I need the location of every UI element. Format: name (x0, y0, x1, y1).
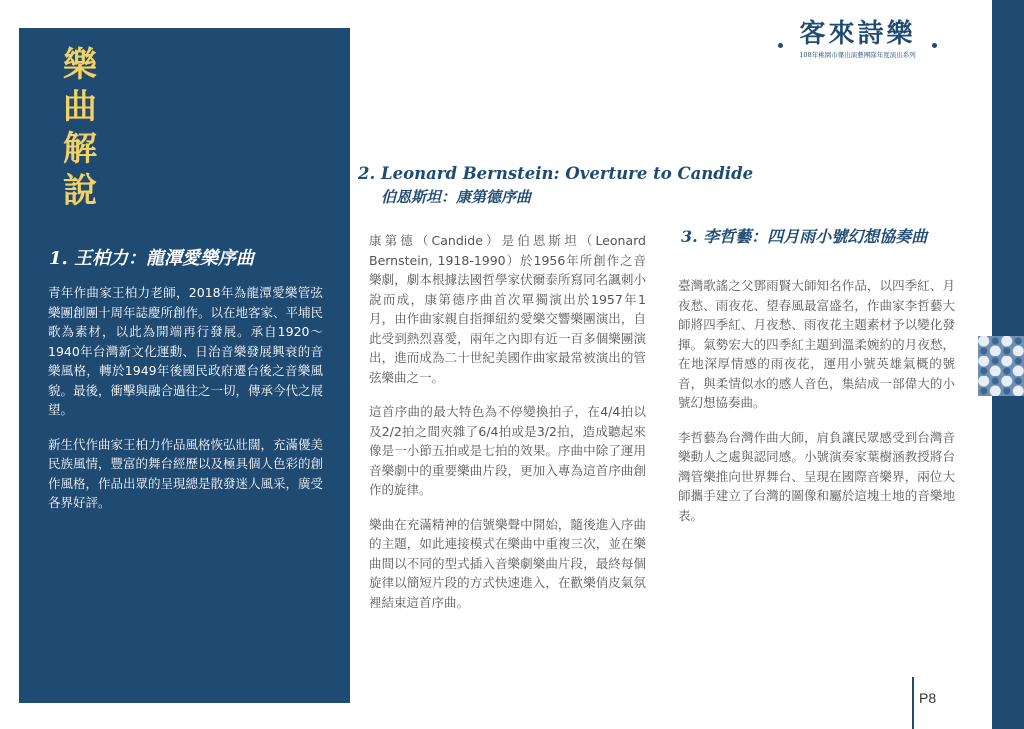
brand-subtitle: 108年桃園市傑出演藝團隊年度演出系列 (799, 51, 916, 59)
piece-1-title: 1. 王柏力：龍潭愛樂序曲 (49, 248, 255, 269)
brand-title: 客來詩樂 (799, 19, 916, 49)
left-panel (19, 28, 350, 703)
section-title-char: 曲 (63, 87, 97, 127)
piece-3-paragraph: 臺灣歌謠之父鄧雨賢大師知名作品，以四季紅、月夜愁、雨夜花、望春風最富盛名，作曲家李哲藝大師將四季紅、月夜愁、雨夜花主題素材予以變化發揮。氣勢宏大的四季紅主題到溫柔婉約的月夜愁，在地深厚情感的雨夜花，運用小號英雄氣概的號音，與柔情似水的感人音色，集結成一部偉大的小號幻想協奏曲。 (678, 278, 955, 410)
piece-2-paragraph: 康第德（Candide）是伯恩斯坦（Leonard Bernstein, 1918-1990）於1956年所創作之音樂劇，劇本根據法國哲學家伏爾泰所寫同名諷刺小說而成，康第德序曲首次單獨演出於1957年1月，由作曲家親自指揮紐約愛樂交響樂團演出，自此受到熱烈喜愛，兩年之內即有近一百多個樂團演出，進而成為二十世紀美國作曲家最常被演出的管弦樂曲之一。 (369, 233, 646, 385)
piece-3-paragraph: 李哲藝為台灣作曲大師，肩負讓民眾感受到台灣音樂動人之處與認同感。小號演奏家葉樹涵教授將台灣管樂推向世界舞台、呈現在國際音樂界，兩位大師攜手建立了台灣的圖像和屬於這塊土地的音樂地表。 (678, 429, 955, 523)
piece-3-body (678, 276, 955, 540)
piece-2-body (369, 231, 646, 627)
piece-3-title: 3. 李哲藝：四月雨小號幻想協奏曲 (681, 227, 928, 246)
section-title (60, 44, 100, 212)
brand-header (775, 18, 940, 60)
piece-2-paragraph: 這首序曲的最大特色為不停變換拍子，在4/4拍以及2/2拍之間夾雜了6/4拍或是3/2拍，造成聽起來像是一小節五拍或是七拍的效果。序曲中除了運用音樂劇中的重要樂曲片段，更加入專為這首序曲創作的旋律。 (369, 404, 646, 497)
section-title-char: 樂 (63, 45, 97, 85)
piece-2-paragraph: 樂曲在充滿精神的信號樂聲中開始，隨後進入序曲的主題，如此連接模式在樂曲中重複三次，並在樂曲間以不同的型式插入音樂劇樂曲片段，最終每個旋律以簡短片段的方式快速進入，在歡樂俏皮氣氛裡結束這首序曲。 (369, 516, 646, 610)
brand-dot-icon (932, 43, 937, 48)
piece-2-title: 2. Leonard Bernstein: Overture to Candide (358, 164, 754, 183)
section-title-char: 解 (63, 129, 97, 169)
piece-2-subtitle: 伯恩斯坦：康第德序曲 (381, 188, 532, 206)
pattern-tile-icon (978, 336, 1024, 396)
brand-dot-icon (778, 43, 783, 48)
piece-1-paragraph: 青年作曲家王柏力老師，2018年為龍潭愛樂管弦樂團創團十周年誌慶所創作。以在地客家、平埔民歌為素材，以此為開端再行發展。承自1920～1940年台灣新文化運動、日治音樂發展興衰的音樂風格，轉於1949年後國民政府遷台後之音樂風貌。最後，衝擊與融合過往之一切，傳承今代之展望。 (48, 285, 324, 417)
page-number-rule (912, 677, 914, 729)
piece-1-paragraph: 新生代作曲家王柏力作品風格恢弘壯闊，充滿優美民族風情，豐富的舞台經歷以及極具個人色彩的創作風格，作品出眾的呈現總是散發迷人風采，廣受各界好評。 (48, 436, 324, 510)
section-title-char: 說 (63, 171, 97, 211)
page-number: P8 (919, 690, 937, 706)
piece-1-body (48, 283, 323, 528)
